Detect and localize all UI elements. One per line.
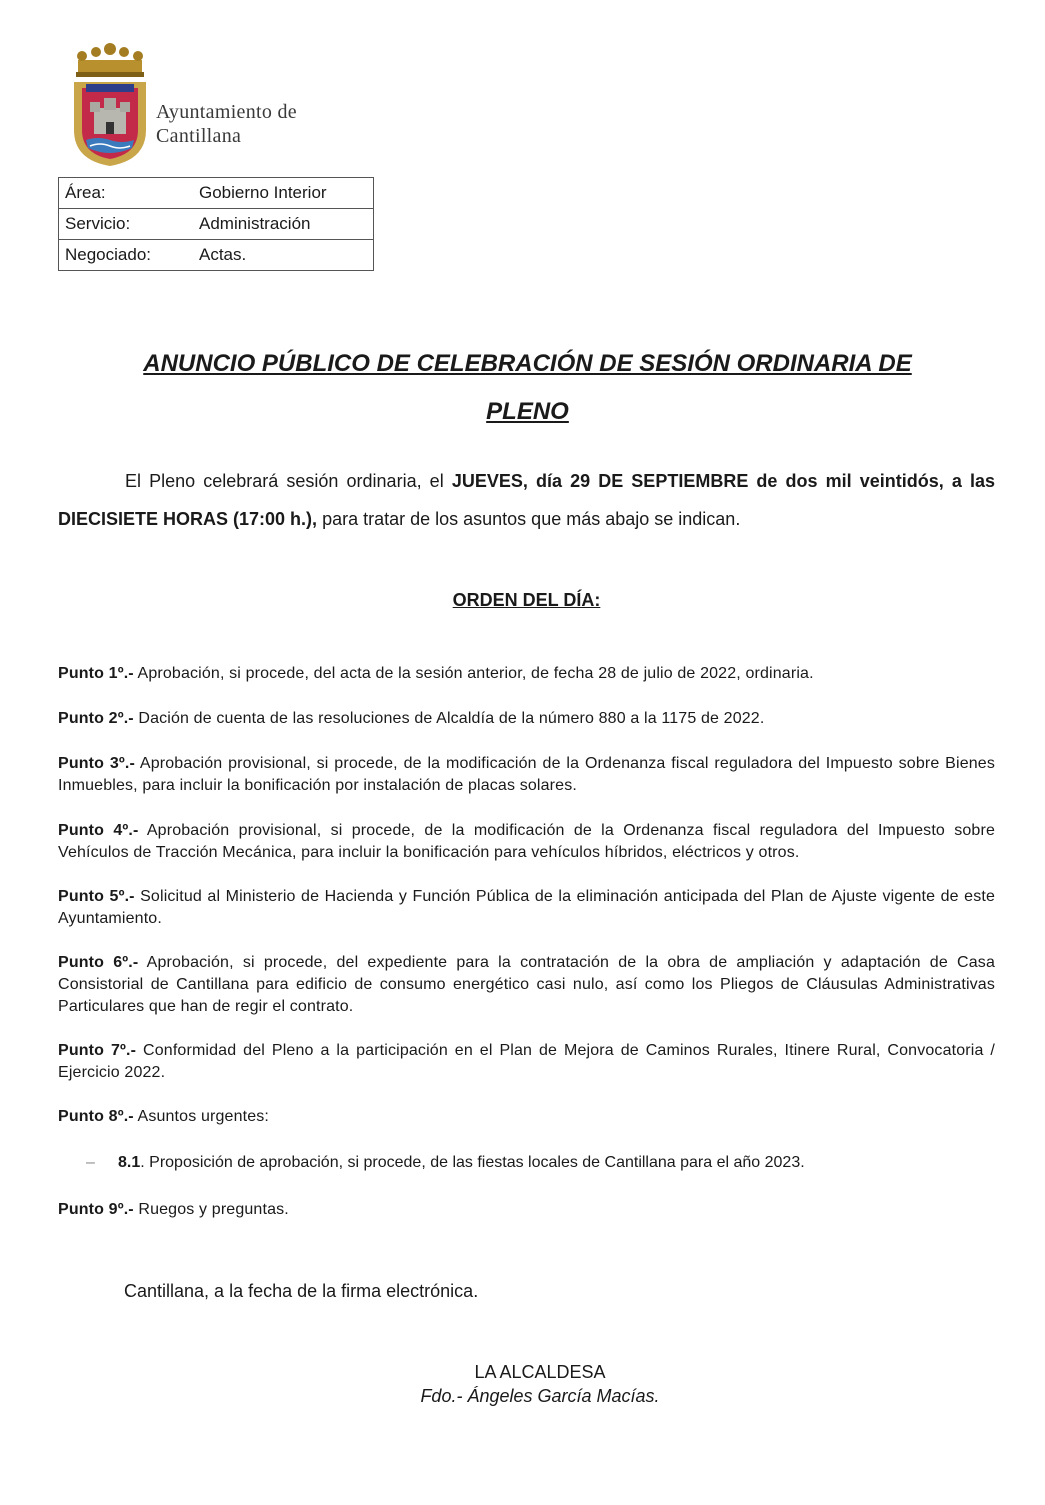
agenda-item-1: Punto 1º.- Aprobación, si procede, del acta de la sesión anterior, de fecha 28 de julio de 2022, ordinaria.: [58, 665, 814, 682]
signature-block: [340, 1360, 740, 1408]
page-title: ANUNCIO PÚBLICO DE CELEBRACIÓN DE SESIÓN ORDINARIA DE PLENO: [143, 350, 912, 425]
agenda-subitem-8-1: – 8.1. Proposición de aprobación, si procede, de las fiestas locales de Cantillana para el año 2023.: [86, 1152, 986, 1174]
organization-name: Ayuntamiento de Cantillana: [156, 101, 297, 147]
agenda-item-7: Punto 7º.- Conformidad del Pleno a la participación en el Plan de Mejora de Caminos Rurales, Itinere Rural, Convocatoria / Ejercicio 2022.: [58, 1042, 995, 1081]
closing-line: Cantillana, a la fecha de la firma electrónica.: [124, 1281, 479, 1301]
signature-name: Fdo.- Ángeles García Macías.: [420, 1386, 660, 1406]
agenda-item-4: Punto 4º.- Aprobación provisional, si procede, de la modificación de la Ordenanza fiscal reguladora del Impuesto sobre Vehículos de Tracción Mecánica, para incluir la bonificación para vehículos híbridos, eléctricos y otros.: [58, 822, 996, 861]
signature-role: LA ALCALDESA: [474, 1362, 606, 1382]
agenda-item-5: Punto 5º.- Solicitud al Ministerio de Hacienda y Función Pública de la eliminación anticipada del Plan de Ajuste vigente de este Ayuntamiento.: [58, 888, 996, 927]
agenda-item-9: Punto 9º.- Ruegos y preguntas.: [58, 1201, 289, 1218]
table-row: Servicio: Administración: [59, 209, 374, 240]
agenda-item-8: Punto 8º.- Asuntos urgentes:: [58, 1108, 270, 1125]
agenda-heading: ORDEN DEL DÍA:: [452, 590, 601, 610]
intro-paragraph: El Pleno celebrará sesión ordinaria, el JUEVES, día 29 DE SEPTIEMBRE de dos mil veintidós, a las DIECISIETE HORAS (17:00 h.), para tratar de los asuntos que más abajo se indican.: [58, 471, 996, 529]
agenda-item-3: Punto 3º.- Aprobación provisional, si procede, de la modificación de la Ordenanza fiscal reguladora del Impuesto sobre Bienes Inmuebles, para incluir la bonificación por instalación de placas solares.: [58, 755, 996, 794]
agenda-item-2: Punto 2º.- Dación de cuenta de las resoluciones de Alcaldía de la número 880 a la 1175 de 2022.: [58, 710, 765, 727]
info-table: [58, 177, 374, 271]
dash-bullet-icon: –: [86, 1154, 95, 1171]
table-row: Negociado: Actas.: [59, 240, 374, 271]
table-row: Área: Gobierno Interior: [59, 178, 374, 209]
coat-of-arms-icon: [68, 42, 152, 168]
agenda-item-6: Punto 6º.- Aprobación, si procede, del expediente para la contratación de la obra de ampliación y adaptación de Casa Consistorial de Cantillana para edificio de consumo energético casi nulo, así como los Pliegos de Cláusulas Administrativas Particulares que han de regir el contrato.: [58, 954, 996, 1015]
